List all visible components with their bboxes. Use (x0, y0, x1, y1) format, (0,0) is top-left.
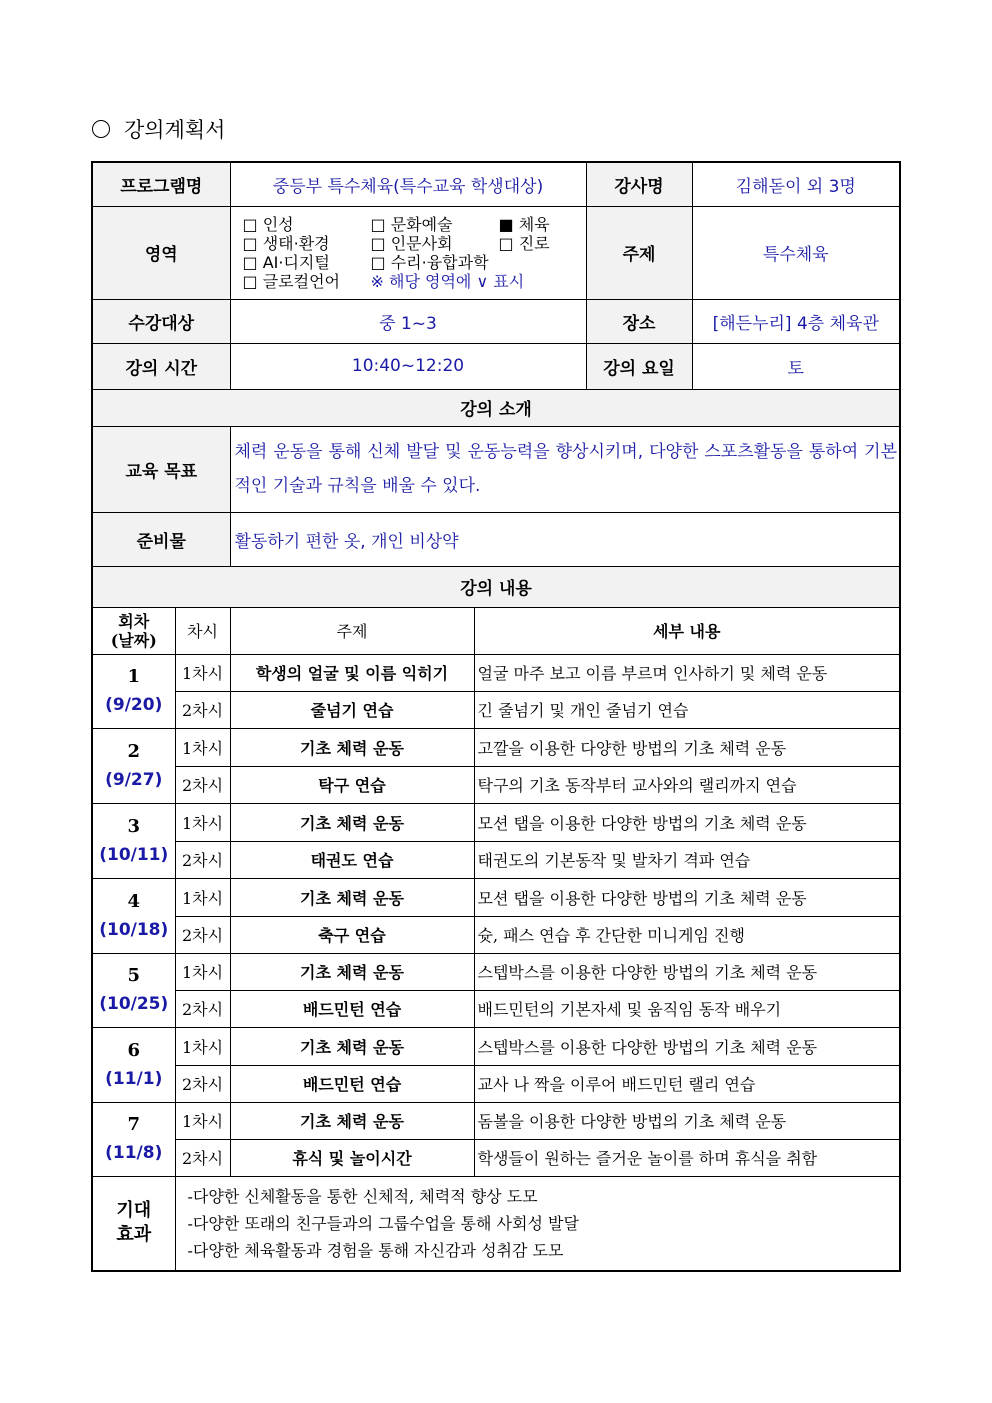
topic-cell: 휴식 및 놀이시간 (230, 1139, 474, 1176)
session-number: 1 (127, 666, 141, 687)
prep-row (92, 512, 900, 566)
session-number: 2 (127, 740, 141, 762)
area-option[interactable]: □ 생태·환경 (242, 233, 330, 253)
topic-cell: 기초 체력 운동 (230, 953, 474, 990)
detail-cell: 탁구의 기초 동작부터 교사와의 랠리까지 연습 (474, 766, 900, 803)
detail-cell: 돔볼을 이용한 다양한 방법의 기초 체력 운동 (474, 1102, 900, 1139)
session-date: (11/8) (105, 1143, 163, 1163)
session-cell (92, 654, 175, 728)
target-row (92, 299, 900, 343)
period-cell: 1차시 (175, 654, 230, 691)
area-hint: ※ 해당 영역에 ∨ 표시 (370, 271, 525, 291)
detail-cell: 얼굴 마주 보고 이름 부르며 인사하기 및 체력 운동 (474, 654, 900, 691)
topic-cell: 탁구 연습 (230, 766, 474, 803)
effects-list (175, 1176, 900, 1271)
period-cell: 2차시 (175, 766, 230, 803)
table-row (92, 878, 900, 916)
session-number: 6 (127, 1039, 141, 1061)
effects-item: -다양한 체육활동과 경험을 통해 자신감과 성취감 도모 (187, 1240, 564, 1260)
column-header-detail: 세부 내용 (474, 607, 900, 654)
session-cell (92, 878, 175, 953)
detail-cell: 슛, 패스 연습 후 간단한 미니게임 진행 (474, 916, 900, 953)
intro-section-title: 강의 소개 (92, 389, 900, 426)
content-header-row (92, 566, 900, 607)
day-value: 토 (692, 343, 900, 389)
period-cell: 2차시 (175, 1065, 230, 1102)
area-option[interactable]: ■ 체육 (498, 214, 550, 234)
session-number: 7 (127, 1114, 141, 1135)
prep-value: 활동하기 편한 옷, 개인 비상약 (230, 512, 900, 566)
content-section-title: 강의 내용 (92, 566, 900, 607)
day-label: 강의 요일 (586, 343, 692, 389)
effects-row (92, 1176, 900, 1271)
topic-cell: 축구 연습 (230, 916, 474, 953)
session-date: (9/20) (105, 695, 163, 715)
period-cell: 2차시 (175, 916, 230, 953)
time-row (92, 343, 900, 389)
session-date: (11/1) (105, 1068, 163, 1089)
session-cell (92, 803, 175, 878)
column-header-session-2: (날짜) (110, 630, 157, 650)
session-date: (10/18) (99, 919, 169, 940)
period-cell: 2차시 (175, 990, 230, 1027)
area-option[interactable]: □ 글로컬언어 (242, 271, 340, 291)
topic-cell: 기초 체력 운동 (230, 728, 474, 766)
period-cell: 2차시 (175, 841, 230, 878)
detail-cell: 고깔을 이용한 다양한 방법의 기초 체력 운동 (474, 728, 900, 766)
circle-bullet-icon (92, 120, 110, 138)
detail-cell: 모션 탭을 이용한 다양한 방법의 기초 체력 운동 (474, 878, 900, 916)
topic-cell: 기초 체력 운동 (230, 1027, 474, 1065)
topic-cell: 줄넘기 연습 (230, 691, 474, 728)
session-date: (10/25) (99, 994, 169, 1014)
effects-label-line: 효과 (116, 1224, 152, 1246)
table-row (92, 654, 900, 691)
column-header-session (92, 607, 175, 654)
topic-cell: 태권도 연습 (230, 841, 474, 878)
table-row (92, 1027, 900, 1065)
session-number: 3 (127, 815, 141, 837)
area-option[interactable]: □ 인문사회 (370, 233, 453, 253)
detail-cell: 배드민턴의 기본자세 및 움직임 동작 배우기 (474, 990, 900, 1027)
effects-label (92, 1176, 175, 1271)
program-label: 프로그램명 (92, 162, 230, 206)
period-cell: 1차시 (175, 953, 230, 990)
target-label: 수강대상 (92, 299, 230, 343)
area-option[interactable]: □ 인성 (242, 214, 294, 234)
page-heading (92, 114, 225, 144)
target-value: 중 1~3 (230, 299, 586, 343)
detail-cell: 학생들이 원하는 즐거운 놀이를 하며 휴식을 취함 (474, 1139, 900, 1176)
table-row (92, 953, 900, 990)
area-option[interactable]: □ 진로 (498, 233, 550, 253)
area-row (92, 206, 900, 299)
topic-cell: 학생의 얼굴 및 이름 익히기 (230, 654, 474, 691)
area-label: 영역 (92, 206, 230, 299)
table-row (92, 766, 900, 803)
goal-label: 교육 목표 (92, 426, 230, 512)
period-cell: 2차시 (175, 1139, 230, 1176)
instructor-label: 강사명 (586, 162, 692, 206)
place-label: 장소 (586, 299, 692, 343)
subject-value: 특수체육 (692, 206, 900, 299)
goal-value: 체력 운동을 통해 신체 발달 및 운동능력을 향상시키며, 다양한 스포츠활동을 통하여 기본적인 기술과 규칙을 배울 수 있다. (230, 426, 900, 512)
goal-row (92, 426, 900, 512)
column-header-period: 차시 (175, 607, 230, 654)
topic-cell: 기초 체력 운동 (230, 1102, 474, 1139)
area-option[interactable]: □ 문화예술 (370, 214, 453, 234)
period-cell: 1차시 (175, 728, 230, 766)
topic-cell: 기초 체력 운동 (230, 803, 474, 841)
program-row (92, 162, 900, 206)
content-column-header-row (92, 607, 900, 654)
detail-cell: 스텝박스를 이용한 다양한 방법의 기초 체력 운동 (474, 1027, 900, 1065)
place-value: [해든누리] 4층 체육관 (692, 299, 900, 343)
table-row (92, 1065, 900, 1102)
time-value: 10:40~12:20 (230, 343, 586, 389)
page-title: 강의계획서 (124, 118, 226, 142)
column-header-session-1: 회차 (118, 611, 150, 631)
program-value: 중등부 특수체육(특수교육 학생대상) (230, 162, 586, 206)
table-row (92, 728, 900, 766)
session-cell (92, 1027, 175, 1102)
session-date: (10/11) (99, 844, 169, 865)
table-row (92, 990, 900, 1027)
session-number: 5 (127, 965, 141, 986)
table-row (92, 1102, 900, 1139)
table-row (92, 691, 900, 728)
topic-cell: 기초 체력 운동 (230, 878, 474, 916)
table-row (92, 1139, 900, 1176)
area-option[interactable]: □ AI·디지털 (242, 252, 330, 272)
table-row (92, 803, 900, 841)
session-date: (9/27) (105, 769, 163, 790)
table-row (92, 841, 900, 878)
area-options (230, 206, 586, 299)
detail-cell: 스텝박스를 이용한 다양한 방법의 기초 체력 운동 (474, 953, 900, 990)
effects-item: -다양한 또래의 친구들과의 그룹수업을 통해 사회성 발달 (187, 1213, 579, 1233)
area-option[interactable]: □ 수리·융합과학 (370, 252, 489, 272)
time-label: 강의 시간 (92, 343, 230, 389)
lecture-plan-table (91, 161, 901, 1272)
prep-label: 준비물 (92, 512, 230, 566)
topic-cell: 배드민턴 연습 (230, 990, 474, 1027)
instructor-value: 김해돋이 외 3명 (692, 162, 900, 206)
period-cell: 1차시 (175, 1027, 230, 1065)
subject-label: 주제 (586, 206, 692, 299)
detail-cell: 태권도의 기본동작 및 발차기 격파 연습 (474, 841, 900, 878)
topic-cell: 배드민턴 연습 (230, 1065, 474, 1102)
effects-item: -다양한 신체활동을 통한 신체적, 체력적 향상 도모 (187, 1186, 538, 1206)
intro-header-row (92, 389, 900, 426)
column-header-topic: 주제 (230, 607, 474, 654)
detail-cell: 긴 줄넘기 및 개인 줄넘기 연습 (474, 691, 900, 728)
detail-cell: 교사 나 짝을 이루어 배드민턴 랠리 연습 (474, 1065, 900, 1102)
period-cell: 1차시 (175, 1102, 230, 1139)
session-cell (92, 953, 175, 1027)
session-number: 4 (127, 890, 141, 912)
session-cell (92, 728, 175, 803)
period-cell: 2차시 (175, 691, 230, 728)
period-cell: 1차시 (175, 878, 230, 916)
effects-label-line: 기대 (116, 1200, 152, 1222)
session-cell (92, 1102, 175, 1176)
table-row (92, 916, 900, 953)
period-cell: 1차시 (175, 803, 230, 841)
detail-cell: 모션 탭을 이용한 다양한 방법의 기초 체력 운동 (474, 803, 900, 841)
